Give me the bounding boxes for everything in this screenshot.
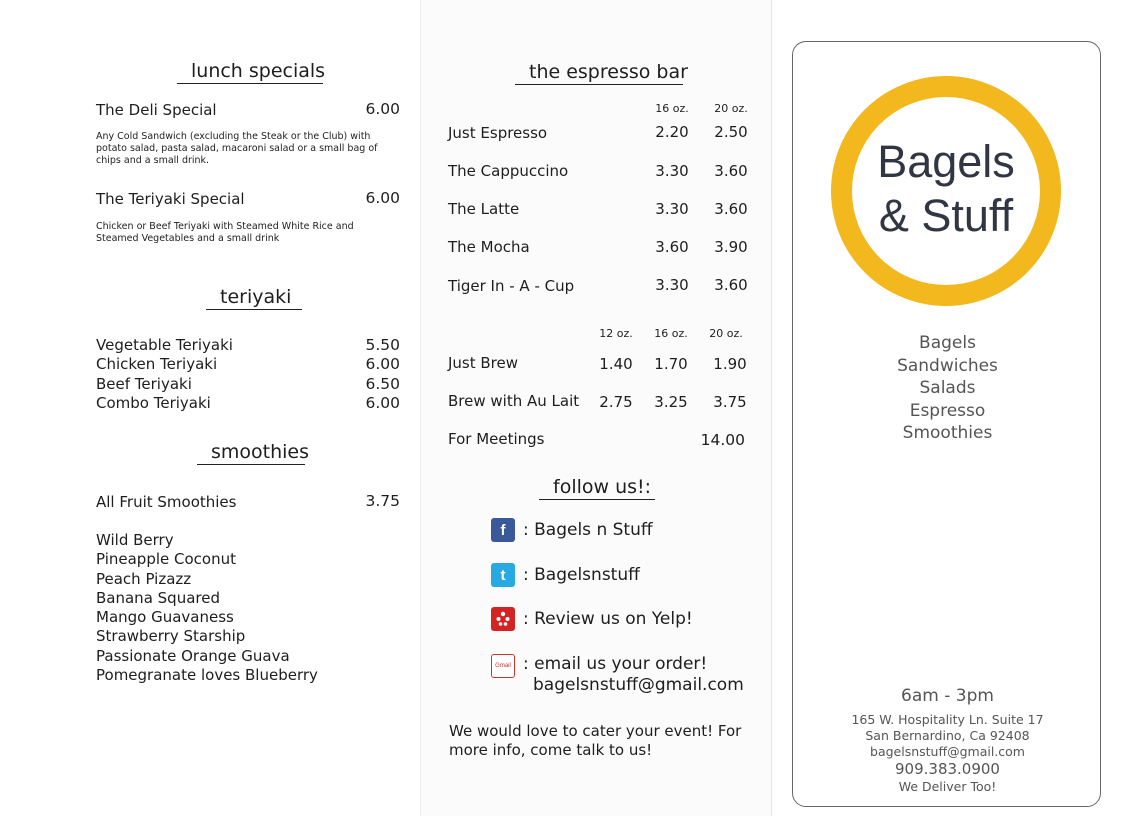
brand-card (792, 41, 1101, 807)
email-address: bagelsnstuff@gmail.com (533, 675, 744, 695)
espresso-price-20: 3.90 (714, 238, 748, 256)
teriyaki-prices (340, 336, 400, 413)
all-fruit-smoothies-price: 3.75 (365, 492, 400, 510)
address-line-1: 165 W. Hospitality Ln. Suite 17 (851, 712, 1044, 727)
teriyaki-item: Combo Teriyaki (96, 393, 211, 412)
teriyaki-price: 6.00 (365, 355, 400, 374)
logo-line-2: & Stuff (878, 190, 1014, 241)
smoothie-flavor: Strawberry Starship (96, 627, 246, 646)
espresso-bar-heading: the espresso bar (515, 61, 683, 85)
brew-item-name: Just Brew (448, 354, 519, 372)
espresso-price-16: 3.60 (655, 238, 689, 256)
teriyaki-heading: teriyaki (206, 286, 302, 310)
smoothie-flavor: Banana Squared (96, 588, 220, 607)
brew-price-12: 2.75 (599, 393, 633, 411)
phone-number: 909.383.0900 (895, 760, 1000, 778)
smoothie-flavor-list (96, 531, 318, 685)
twitter-link[interactable] (491, 563, 640, 587)
panel-brand (772, 0, 1123, 816)
smoothie-flavor: Passionate Orange Guava (96, 646, 290, 665)
gmail-badge-text: Gmail (495, 663, 511, 669)
brew-price-16: 1.70 (654, 355, 688, 373)
offerings-list (793, 332, 1102, 445)
brew-price-12: 1.40 (599, 355, 633, 373)
size-header-20oz: 20 oz. (714, 102, 748, 115)
facebook-label: : Bagels n Stuff (523, 520, 653, 540)
yelp-burst-glyph (496, 611, 510, 627)
deli-special-price: 6.00 (365, 100, 400, 118)
brew-price-20: 1.90 (713, 355, 747, 373)
espresso-item-name: The Mocha (448, 238, 530, 256)
email-order-text (523, 654, 744, 696)
lunch-specials-heading: lunch specials (177, 60, 323, 84)
contact-email: bagelsnstuff@gmail.com (870, 744, 1025, 759)
offering-item: Bagels (919, 333, 976, 353)
delivery-note: We Deliver Too! (898, 779, 997, 794)
hours: 6am - 3pm (901, 686, 994, 706)
espresso-price-16: 3.30 (655, 162, 689, 180)
facebook-icon: f (491, 518, 515, 542)
offering-item: Sandwiches (897, 355, 998, 376)
teriyaki-names (96, 336, 233, 413)
smoothie-flavor: Pomegranate loves Blueberry (96, 666, 318, 685)
email-order-label: : email us your order! (523, 654, 708, 674)
espresso-price-20: 2.50 (714, 123, 748, 141)
panel-espresso (420, 0, 772, 816)
espresso-item-name: The Cappuccino (448, 162, 569, 180)
teriyaki-special-price: 6.00 (365, 189, 400, 207)
size-header-16oz: 16 oz. (654, 327, 688, 340)
all-fruit-smoothies-name: All Fruit Smoothies (96, 493, 237, 511)
teriyaki-special-description: Chicken or Beef Teriyaki with Steamed White Rice and Steamed Vegetables and a small drink (96, 221, 354, 244)
address-line-2: San Bernardino, Ca 92408 (865, 728, 1030, 743)
smoothie-flavor: Wild Berry (96, 531, 174, 549)
smoothies-heading: smoothies (197, 441, 305, 465)
twitter-label: : Bagelsnstuff (523, 565, 640, 585)
offering-item: Smoothies (902, 423, 993, 443)
espresso-price-16: 3.30 (655, 200, 689, 218)
brew-price-16: 3.25 (654, 393, 688, 411)
smoothie-flavor: Peach Pizazz (96, 569, 192, 588)
logo-line-1: Bagels (877, 136, 1015, 187)
deli-special-description: Any Cold Sandwich (excluding the Steak or the Club) with potato salad, pasta salad, macaroni salad or a small bag of chips and a small drink. (96, 131, 378, 166)
espresso-price-20: 3.60 (714, 162, 748, 180)
deli-special-name: The Deli Special (96, 101, 217, 119)
facebook-link[interactable] (491, 518, 653, 542)
espresso-price-20: 3.60 (714, 200, 748, 218)
brew-price-20: 3.75 (713, 393, 747, 411)
offering-item: Espresso (909, 400, 986, 421)
teriyaki-item: Vegetable Teriyaki (96, 336, 233, 354)
smoothie-flavor: Mango Guavaness (96, 608, 234, 627)
meetings-price: 14.00 (700, 431, 745, 449)
espresso-price-16: 2.20 (655, 123, 689, 141)
email-order-link[interactable] (491, 654, 744, 696)
twitter-icon: t (491, 563, 515, 587)
espresso-item-name: Tiger In - A - Cup (448, 277, 575, 295)
smoothie-flavor: Pineapple Coconut (96, 550, 236, 569)
espresso-item-name: Just Espresso (448, 124, 548, 142)
size-header-20oz: 20 oz. (709, 327, 743, 340)
follow-us-heading: follow us!: (539, 476, 655, 500)
catering-note: We would love to cater your event! For more info, come talk to us! (449, 722, 742, 759)
teriyaki-item: Beef Teriyaki (96, 374, 192, 393)
size-header-16oz: 16 oz. (655, 102, 689, 115)
teriyaki-price: 6.50 (365, 374, 400, 393)
gmail-icon (491, 654, 515, 678)
offering-item: Salads (919, 378, 976, 398)
yelp-icon (491, 607, 515, 631)
panel-lunch (0, 0, 420, 816)
brew-item-name: Brew with Au Lait (448, 392, 580, 410)
yelp-link[interactable] (491, 607, 693, 631)
teriyaki-item: Chicken Teriyaki (96, 355, 218, 374)
teriyaki-special-name: The Teriyaki Special (96, 190, 245, 208)
teriyaki-price: 6.00 (365, 393, 400, 412)
espresso-price-20: 3.60 (714, 276, 748, 294)
teriyaki-price: 5.50 (365, 336, 400, 354)
size-header-12oz: 12 oz. (599, 327, 633, 340)
espresso-item-name: The Latte (448, 200, 520, 218)
espresso-price-16: 3.30 (655, 276, 689, 294)
meetings-name: For Meetings (448, 430, 545, 448)
yelp-label: : Review us on Yelp! (523, 609, 693, 629)
